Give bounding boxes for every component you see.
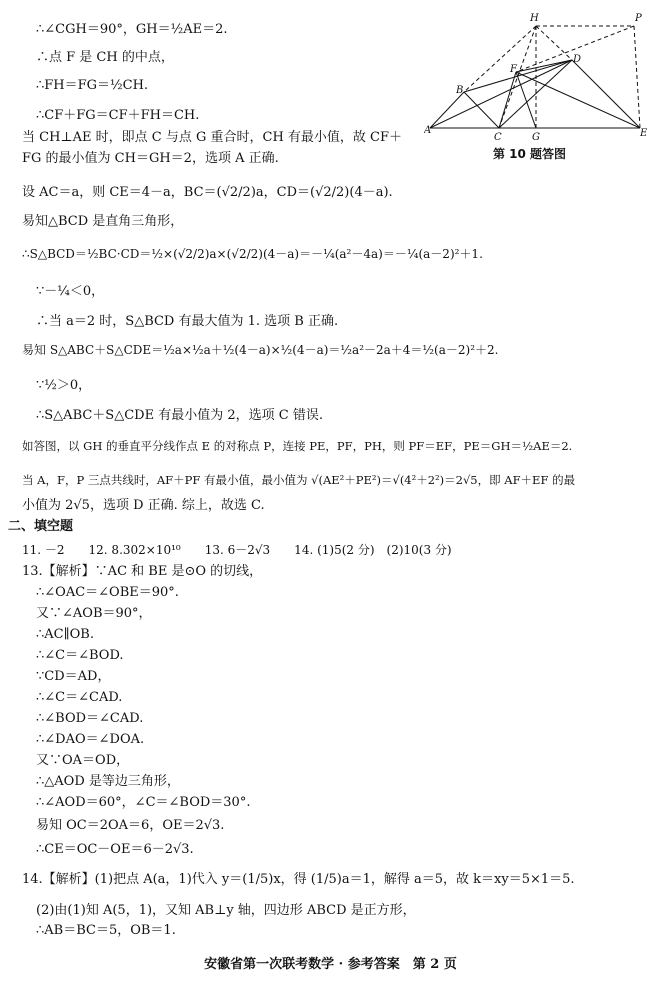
point-label-c: C [494,132,502,143]
line-3: ∴FH＝FG＝½CH. [36,78,149,93]
line-15: 如答图，以 GH 的垂直平分线作点 E 的对称点 P，连接 PE，PF，PH，则 PF＝EF，PE＝GH＝½AE＝2. [22,439,573,453]
line-36: ∴AB＝BC＝5，OB＝1. [36,923,176,938]
line-9: ∴S△BCD＝½BC·CD＝½×(√2/2)a×(√2/2)(4－a)＝－¼(a²－4a)＝－¼(a－2)²＋1. [22,247,483,261]
line-10: ∵－¼＜0， [36,284,105,299]
line-16: 当 A，F，P 三点共线时，AF＋PF 有最小值，最小值为 √(AE²＋PE²)＝√(4²＋2²)＝2√5，即 AF＋EF 的最 [22,473,576,487]
line-24: ∴∠C＝∠BOD. [36,648,124,663]
point-label-p: P [635,13,642,24]
line-27: ∴∠BOD＝∠CAD. [36,711,144,726]
figure-caption: 第 10 题答图 [493,147,567,161]
line-31: ∴∠AOD＝60°，∠C＝∠BOD＝30°. [36,795,251,810]
line-2: ∴点 F 是 CH 的中点， [36,50,174,65]
line-11: ∴当 a＝2 时，S△BCD 有最大值为 1. 选项 B 正确. [36,314,339,329]
line-29: 又∵OA＝OD， [36,753,130,768]
line-8: 易知△BCD 是直角三角形， [22,214,184,229]
line-33: ∴CE＝OC－OE＝6－2√3. [36,842,194,857]
point-label-h: H [530,13,539,24]
point-label-g: G [532,132,540,143]
answers-row: 11. －2 12. 8.302×10¹⁰ 13. 6－2√3 14. (1)5(2 分) (2)10(3 分) [22,543,452,557]
line-28: ∴∠DAO＝∠DOA. [36,732,145,747]
point-label-a: A [424,125,432,136]
line-6: FG 的最小值为 CH＝GH＝2，选项 A 正确. [22,151,279,166]
line-23: ∴AC∥OB. [36,627,94,642]
line-26: ∴∠C＝∠CAD. [36,690,123,705]
line-25: ∵CD＝AD， [36,669,111,684]
point-label-e: E [640,128,648,139]
line-20: 13.【解析】∵AC 和 BE 是⊙O 的切线， [22,564,263,579]
line-1: ∴∠CGH＝90°，GH＝½AE＝2. [36,22,228,37]
line-34: 14.【解析】(1)把点 A(a，1)代入 y＝(1/5)x，得 (1/5)a＝1，解得 a＝5，故 k＝xy＝5×1＝5. [22,872,575,887]
line-5: 当 CH⊥AE 时，即点 C 与点 G 重合时，CH 有最小值，故 CF＋ [22,130,403,145]
line-13: ∵½＞0， [36,378,92,393]
point-label-b: B [456,85,464,96]
line-21: ∴∠OAC＝∠OBE＝90°. [36,585,179,600]
line-30: ∴△AOD 是等边三角形， [36,774,180,789]
line-35: (2)由(1)知 A(5，1)，又知 AB⊥y 轴，四边形 ABCD 是正方形， [36,903,416,918]
point-label-d: D [573,54,582,65]
section-heading: 二、填空题 [8,519,74,534]
line-7: 设 AC＝a，则 CE＝4－a，BC＝(√2/2)a，CD＝(√2/2)(4－a). [22,185,393,200]
line-4: ∴CF＋FG＝CF＋FH＝CH. [36,108,200,123]
page-footer: 安徽省第一次联考数学 · 参考答案 第 2 页 [204,957,457,972]
point-label-f: F [510,64,517,75]
line-12: 易知 S△ABC＋S△CDE＝½a×½a＋½(4－a)×½(4－a)＝½a²－2a＋4＝½(a－2)²＋2. [22,343,499,357]
line-32: 易知 OC＝2OA＝6，OE＝2√3. [36,818,225,833]
line-22: 又∵∠AOB＝90°， [36,606,152,621]
geometry-figure [424,8,654,150]
line-14: ∴S△ABC＋S△CDE 有最小值为 2，选项 C 错误. [36,408,323,423]
line-17: 小值为 2√5，选项 D 正确. 综上，故选 C. [22,498,265,513]
